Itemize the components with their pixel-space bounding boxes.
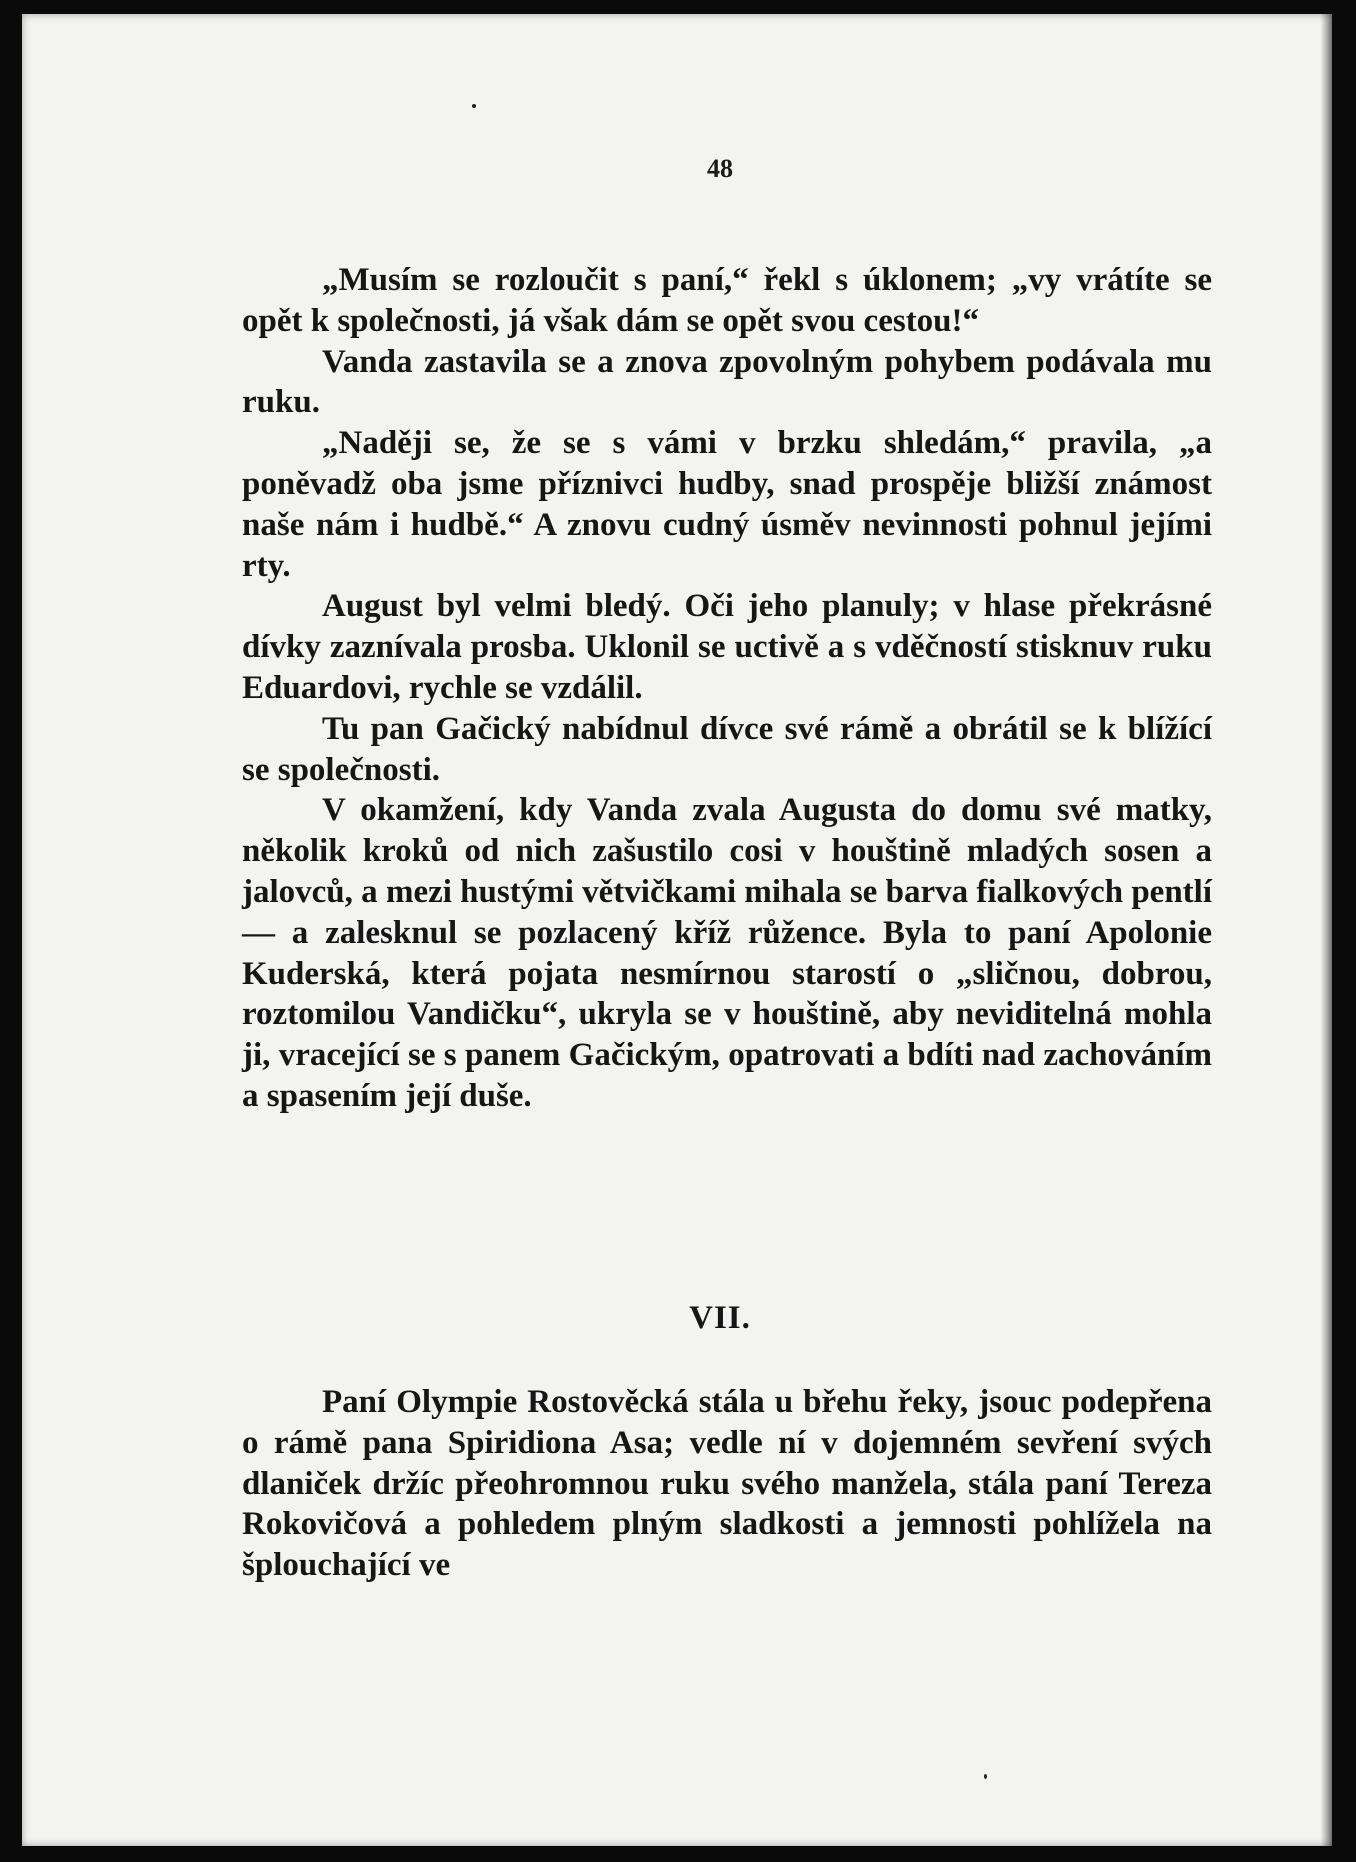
scan-speck <box>472 104 476 108</box>
paragraph: „Naději se, že se s vámi v brzku shledám,“ pravila, „a poněvadž oba jsme příznivci hudby, snad prospěje bližší známost naše nám i hudbě.“ A znovu cudný úsměv nevinnosti pohnul jejími rty. <box>242 425 1212 584</box>
page-number: 48 <box>707 154 733 183</box>
paragraph: Vanda zastavila se a znova zpovolným pohybem podávala mu ruku. <box>242 343 1212 421</box>
paragraph: Paní Olympie Rostověcká stála u břehu řeky, jsouc podepřena o rámě pana Spiridiona Asa; vedle ní v dojemném sevření svých dlaniček držíc přeohromnou ruku svého manžela, stála paní Tereza Rokovičová a pohledem plným sladkosti a jemnosti pohlížela na šplouchající ve <box>242 1384 1212 1584</box>
body-text-section-one <box>242 260 1212 1117</box>
paragraph: V okamžení, kdy Vanda zvala Augusta do domu své matky, několik kroků od nich zašustilo cosi v houštině mladých sosen a jalovců, a mezi hustými větvičkami mihala se barva fialkových pentlí — a zalesknul se pozlacený kříž růžence. Byla to paní Apolonie Kuderská, která pojata nesmírnou starostí o „sličnou, dobrou, roztomilou Vandičku“, ukryla se v houštině, aby neviditelná mohla ji, vracející se s panem Gačickým, opatrovati a bdíti nad zachováním a spasením její duše. <box>242 792 1212 1114</box>
body-text-section-two <box>242 1382 1212 1586</box>
page-edge-shadow <box>1320 14 1332 1846</box>
paragraph: „Musím se rozloučit s paní,“ řekl s úklonem; „vy vrátíte se opět k společnosti, já však dám se opět svou cestou!“ <box>242 262 1212 339</box>
paragraph: Tu pan Gačický nabídnul dívce své rámě a obrátil se k blížící se společnosti. <box>242 710 1212 788</box>
book-page <box>22 14 1332 1846</box>
chapter-heading: VII. <box>689 1300 751 1336</box>
paragraph: August byl velmi bledý. Oči jeho planuly; v hlase překrásné dívky zaznívala prosba. Uklonil se uctivě a s vděčností stisknuv ruku Eduardovi, rychle se vzdálil. <box>242 588 1212 706</box>
scan-speck <box>984 1774 987 1779</box>
